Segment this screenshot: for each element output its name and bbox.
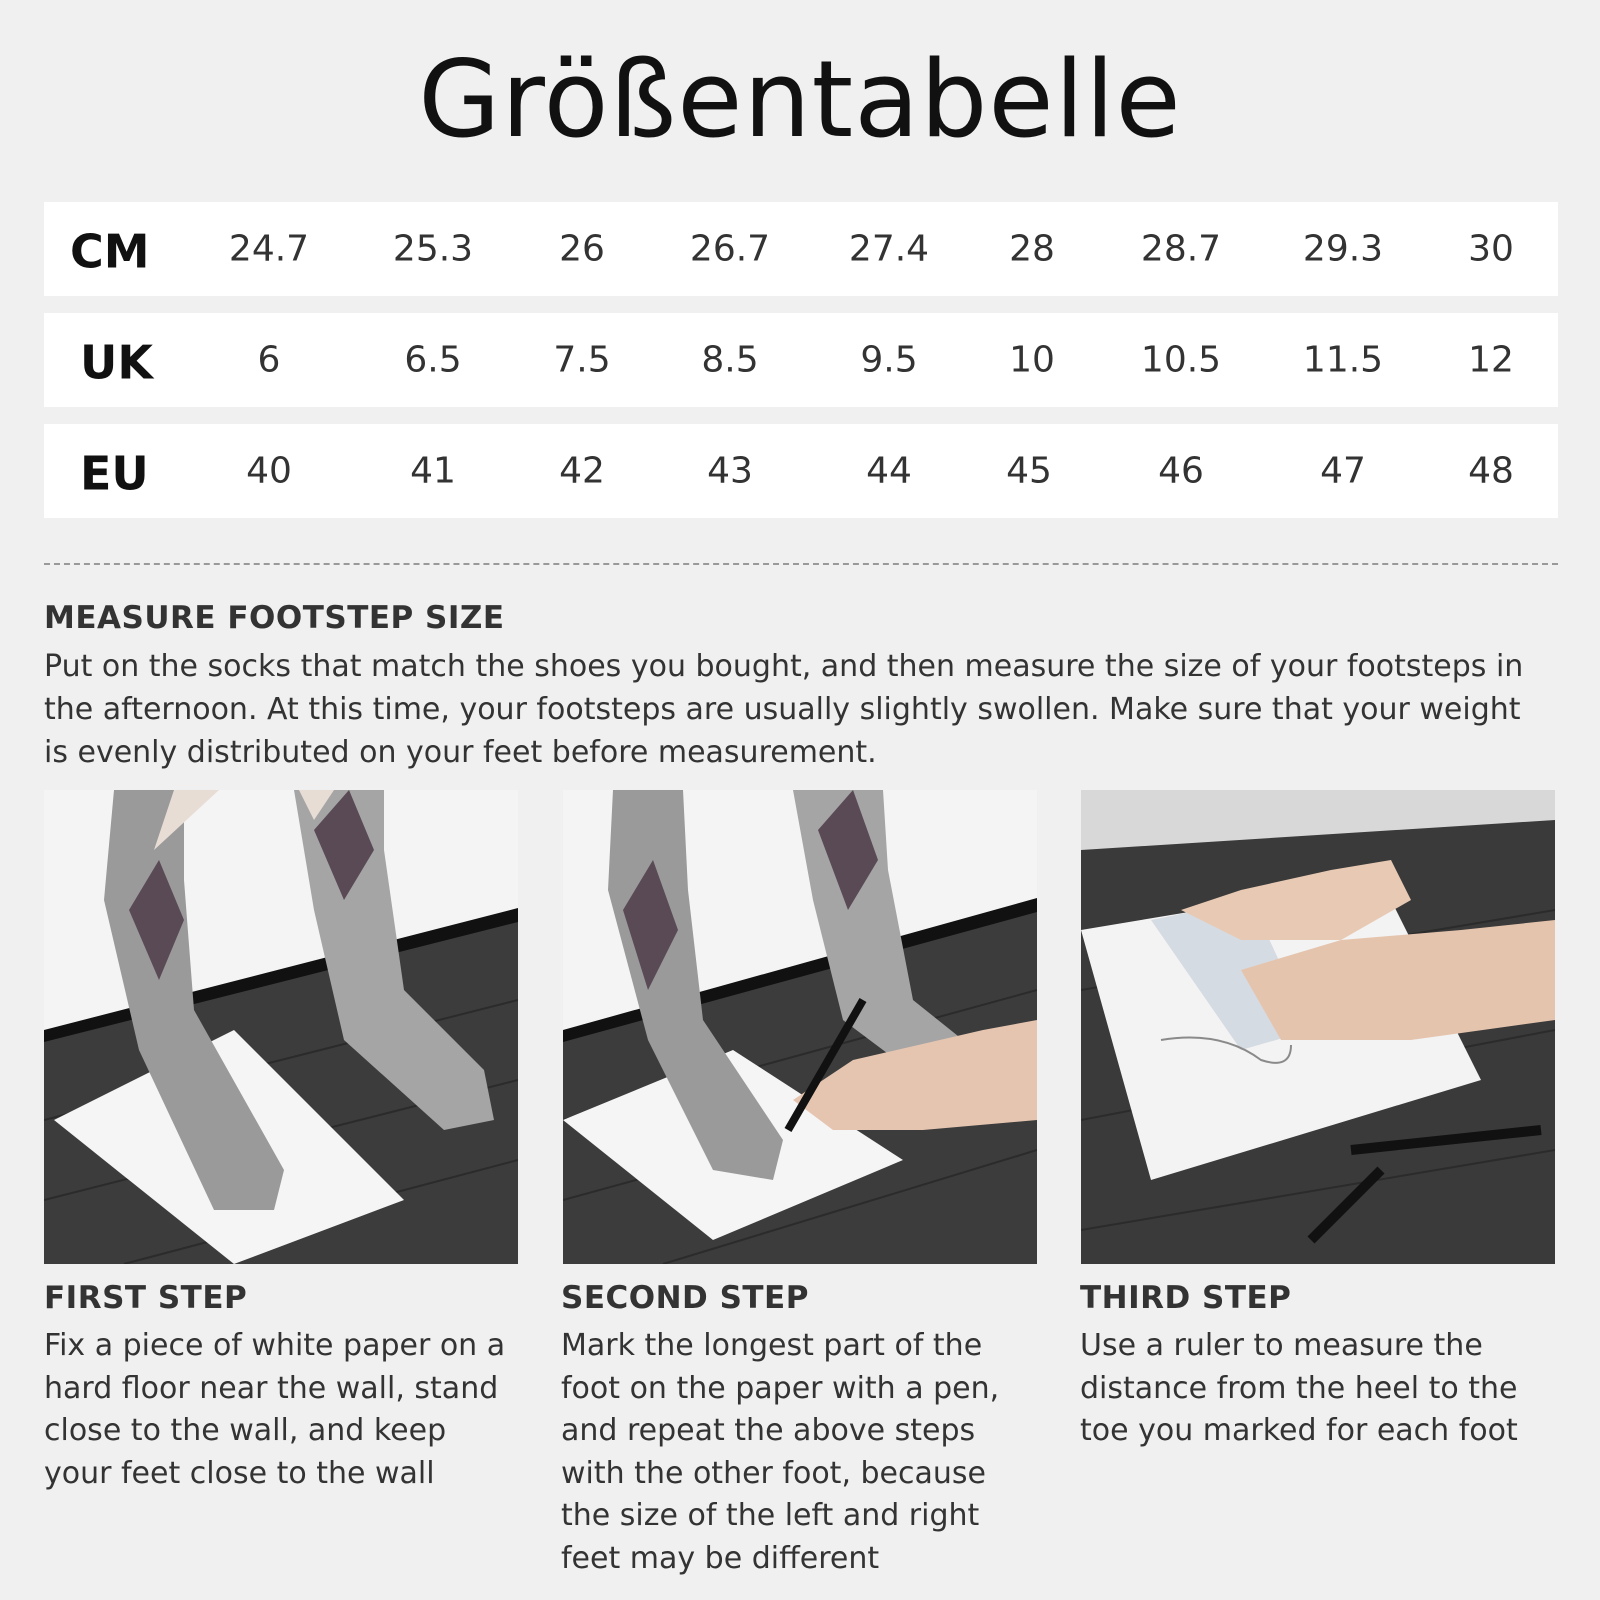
- row-label-uk: UK: [80, 335, 153, 390]
- size-cell: 10.5: [1140, 339, 1222, 381]
- page-title: Größentabelle: [418, 38, 1182, 161]
- size-cell: 47: [1320, 450, 1366, 492]
- first-step-photo: [44, 790, 518, 1264]
- size-cell: 43: [707, 450, 753, 492]
- size-cell: 26: [559, 228, 605, 270]
- size-row-cm: [44, 202, 1558, 296]
- size-cell: 25.3: [392, 228, 474, 270]
- row-label-eu: EU: [80, 446, 149, 501]
- size-cell: 28.7: [1140, 228, 1222, 270]
- first-step-title: FIRST STEP: [44, 1280, 248, 1316]
- measure-heading: MEASURE FOOTSTEP SIZE: [44, 600, 505, 636]
- size-cell: 10: [1009, 339, 1055, 381]
- size-cell: 27.4: [848, 228, 930, 270]
- size-cell: 11.5: [1302, 339, 1384, 381]
- size-row-uk: [44, 313, 1558, 407]
- dashed-divider: [44, 563, 1558, 565]
- size-cell: 26.7: [689, 228, 771, 270]
- size-cell: 46: [1158, 450, 1204, 492]
- size-cell: 45: [1006, 450, 1052, 492]
- size-cell: 41: [410, 450, 456, 492]
- second-step-photo: [563, 790, 1037, 1264]
- size-cell: 12: [1468, 339, 1514, 381]
- size-cell: 42: [559, 450, 605, 492]
- size-cell: 8.5: [701, 339, 759, 381]
- size-cell: 6.5: [404, 339, 462, 381]
- size-cell: 30: [1468, 228, 1514, 270]
- second-step-title: SECOND STEP: [561, 1280, 809, 1316]
- second-step-text: Mark the longest part of the foot on the paper with a pen, and repeat the above steps with the other foot, because the size of the left and right feet may be different: [561, 1328, 1000, 1576]
- row-label-cm: CM: [70, 224, 150, 279]
- size-cell: 28: [1009, 228, 1055, 270]
- size-cell: 44: [866, 450, 912, 492]
- measure-description: Put on the socks that match the shoes you bought, and then measure the size of your footsteps in the afternoon. At this time, your footsteps are usually slightly swollen. Make sure that your weight is evenly distributed on your feet before measurement.: [44, 649, 1524, 770]
- first-step-text: Fix a piece of white paper on a hard floor near the wall, stand close to the wall, and keep your feet close to the wall: [44, 1328, 506, 1491]
- size-cell: 29.3: [1302, 228, 1384, 270]
- size-row-eu: [44, 424, 1558, 518]
- size-cell: 48: [1468, 450, 1514, 492]
- size-cell: 6: [257, 339, 281, 381]
- size-cell: 9.5: [860, 339, 918, 381]
- third-step-title: THIRD STEP: [1080, 1280, 1292, 1316]
- third-step-photo: [1081, 790, 1555, 1264]
- size-cell: 24.7: [228, 228, 310, 270]
- size-cell: 40: [246, 450, 292, 492]
- size-cell: 7.5: [553, 339, 611, 381]
- third-step-text: Use a ruler to measure the distance from the heel to the toe you marked for each foot: [1080, 1328, 1518, 1448]
